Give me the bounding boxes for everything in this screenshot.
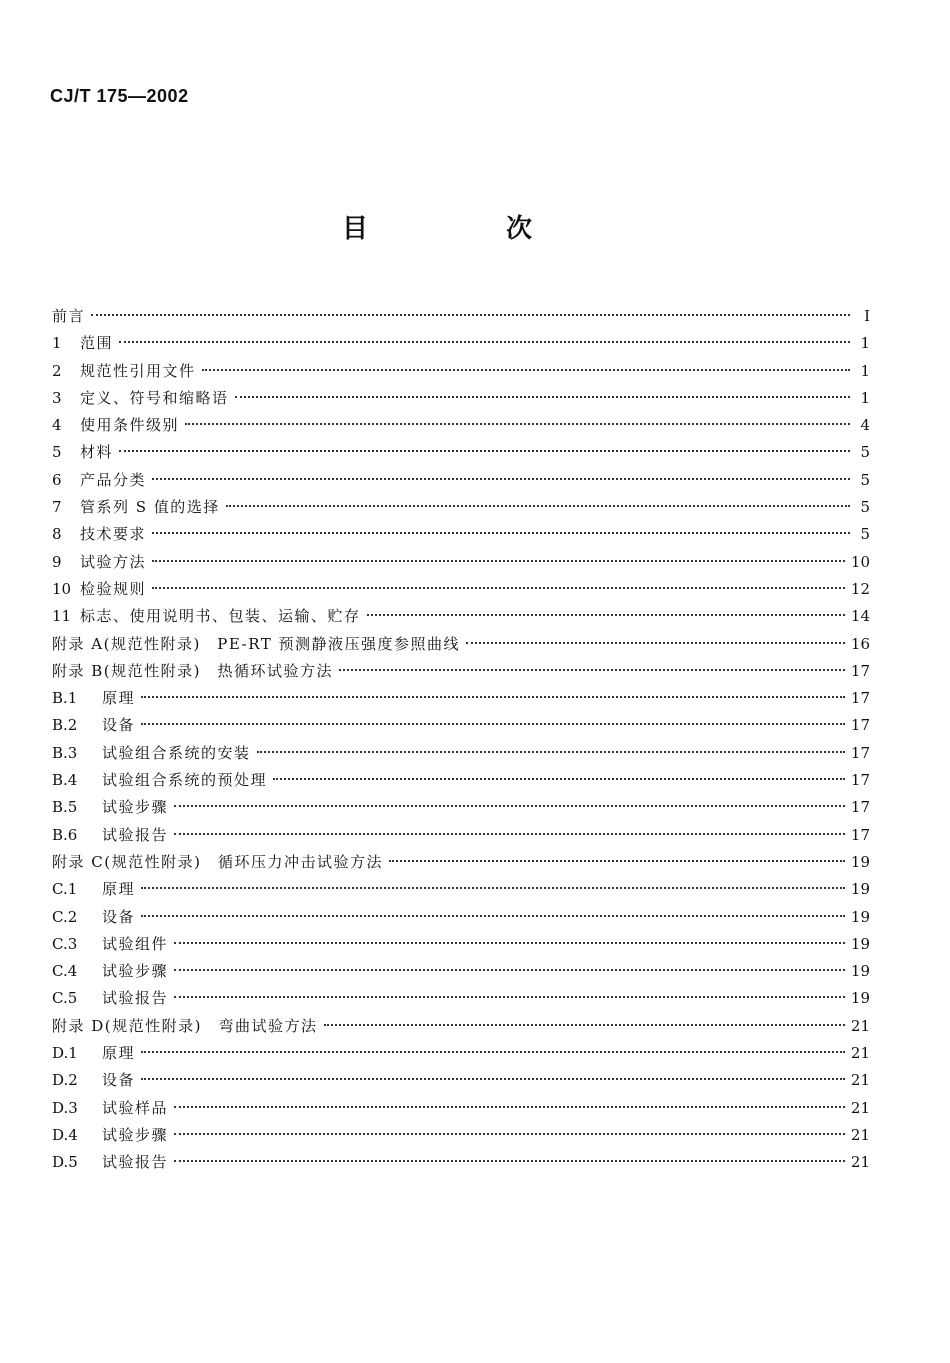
toc-entry[interactable] [52,330,870,357]
toc-entry-page: 17 [850,689,870,708]
toc-entry[interactable] [52,1149,870,1176]
toc-entry-title: 试验组合系统的安装 [102,743,251,762]
dot-leader [174,1106,845,1108]
dot-leader [152,560,845,562]
dot-leader [174,805,845,807]
dot-leader [185,423,850,425]
toc-entry[interactable] [52,712,870,739]
toc-entry-page: 21 [850,1016,870,1035]
table-of-contents [52,303,870,1177]
toc-entry-page: 19 [850,880,870,899]
toc-entry-title: 原理 [102,1044,136,1063]
toc-entry-title: 附录 D(规范性附录) 弯曲试验方法 [52,1016,318,1035]
dot-leader [389,860,845,862]
dot-leader [141,1078,845,1080]
toc-entry-page: 19 [850,934,870,953]
toc-entry-page: 21 [850,1153,870,1172]
dot-leader [466,642,845,644]
toc-entry-title: 定义、符号和缩略语 [80,388,229,407]
toc-entry[interactable] [52,631,870,658]
toc-entry-number: 5 [52,443,62,462]
toc-entry-number: B.5 [52,798,78,817]
toc-entry-number: D.3 [52,1098,78,1117]
toc-entry-number: B.4 [52,771,78,790]
toc-entry-page: 19 [850,962,870,981]
toc-entry-title: 产品分类 [80,470,147,489]
toc-entry-title: 试验报告 [102,825,169,844]
toc-entry-page: 21 [850,1071,870,1090]
page-title: 目 次 [341,214,588,244]
toc-entry-page: 5 [860,470,870,489]
toc-entry-page: 1 [860,388,870,407]
toc-entry-page: 1 [860,361,870,380]
toc-entry-number: D.5 [52,1153,78,1172]
dot-leader [119,341,850,343]
toc-entry-page: 21 [850,1125,870,1144]
toc-entry-number: C.2 [52,907,78,926]
toc-entry-number: C.5 [52,989,78,1008]
toc-entry-number: 3 [52,388,62,407]
toc-entry[interactable] [52,1067,870,1094]
toc-entry-number: B.3 [52,743,78,762]
toc-entry-title: 试验步骤 [102,962,169,981]
toc-entry-number: 2 [52,361,62,380]
toc-entry-title: 规范性引用文件 [80,361,196,380]
toc-entry[interactable] [52,685,870,712]
toc-entry-number: 1 [52,334,62,353]
toc-entry[interactable] [52,822,870,849]
toc-entry-title: 附录 A(规范性附录) PE-RT 预测静液压强度参照曲线 [52,634,460,653]
toc-entry-number: C.4 [52,962,78,981]
toc-entry-page: 17 [850,771,870,790]
dot-leader [152,478,850,480]
toc-entry[interactable] [52,958,870,985]
toc-entry-page: 1 [860,334,870,353]
toc-entry-title: 技术要求 [80,525,147,544]
toc-entry-page: 10 [850,552,870,571]
dot-leader [91,314,850,316]
dot-leader [119,450,850,452]
toc-entry-number: 8 [52,525,62,544]
toc-entry-title: 原理 [102,689,136,708]
dot-leader [273,778,845,780]
toc-entry-title: 范围 [80,334,114,353]
toc-entry-title: 试验报告 [102,1153,169,1172]
dot-leader [141,1051,845,1053]
dot-leader [174,942,845,944]
toc-entry-number: D.4 [52,1125,78,1144]
toc-entry-page: 5 [860,498,870,517]
toc-entry-title: 试验步骤 [102,798,169,817]
toc-entry[interactable] [52,412,870,439]
toc-entry-page: 17 [850,716,870,735]
toc-entry[interactable] [52,1040,870,1067]
toc-entry[interactable] [52,439,870,466]
toc-entry-number: C.1 [52,880,78,899]
toc-entry[interactable] [52,1122,870,1149]
toc-entry[interactable] [52,494,870,521]
toc-entry-page: 17 [850,825,870,844]
toc-entry-title: 材料 [80,443,114,462]
toc-entry-number: 10 [52,579,72,598]
toc-entry-page: 5 [860,443,870,462]
toc-entry-number: B.6 [52,825,78,844]
toc-entry[interactable] [52,904,870,931]
dot-leader [339,669,845,671]
dot-leader [174,833,845,835]
toc-entry-page: 5 [860,525,870,544]
toc-entry-title: 试验步骤 [102,1125,169,1144]
toc-entry[interactable] [52,794,870,821]
toc-entry-title: 使用条件级别 [80,416,180,435]
toc-entry[interactable] [52,385,870,412]
toc-entry-page: 21 [850,1044,870,1063]
toc-entry-title: 原理 [102,880,136,899]
dot-leader [174,969,845,971]
standard-number: CJ/T 175—2002 [50,86,189,106]
toc-entry-title: 设备 [102,716,136,735]
toc-entry-number: B.2 [52,716,78,735]
toc-entry-page: 17 [850,743,870,762]
toc-entry-title: 检验规则 [80,579,147,598]
toc-entry-title: 管系列 S 值的选择 [80,498,220,517]
toc-entry[interactable] [52,985,870,1012]
toc-entry-title: 试验样品 [102,1098,169,1117]
dot-leader [174,996,845,998]
dot-leader [324,1024,845,1026]
toc-entry-page: 17 [850,798,870,817]
dot-leader [141,696,845,698]
dot-leader [235,396,850,398]
dot-leader [257,751,845,753]
dot-leader [202,369,850,371]
toc-entry-page: 4 [860,416,870,435]
toc-entry-title: 试验组合系统的预处理 [102,771,268,790]
dot-leader [174,1160,845,1162]
toc-entry-number: B.1 [52,689,78,708]
toc-entry-title: 前言 [52,307,86,325]
toc-entry-title: 设备 [102,907,136,926]
toc-entry[interactable] [52,549,870,576]
toc-entry-page: 14 [850,607,870,626]
toc-entry[interactable] [52,1013,870,1040]
toc-entry[interactable] [52,740,870,767]
toc-entry-page: 21 [850,1098,870,1117]
dot-leader [226,505,850,507]
toc-entry-title: 附录 B(规范性附录) 热循环试验方法 [52,661,333,680]
toc-entry-page: 19 [850,989,870,1008]
dot-leader [141,915,845,917]
toc-entry[interactable] [52,603,870,630]
toc-entry[interactable] [52,358,870,385]
toc-entry-page: Ⅰ [864,307,870,325]
toc-entry[interactable] [52,767,870,794]
dot-leader [367,614,845,616]
toc-entry[interactable] [52,303,870,330]
toc-entry-title: 设备 [102,1071,136,1090]
toc-entry-number: 4 [52,416,62,435]
toc-entry-title: 附录 C(规范性附录) 循环压力冲击试验方法 [52,852,383,871]
toc-entry-number: 11 [52,607,72,626]
toc-entry-number: D.1 [52,1044,78,1063]
toc-entry[interactable] [52,576,870,603]
toc-entry[interactable] [52,876,870,903]
toc-entry-page: 17 [850,661,870,680]
toc-entry-page: 12 [850,579,870,598]
toc-entry-number: D.2 [52,1071,78,1090]
toc-entry[interactable] [52,849,870,876]
toc-entry[interactable] [52,1095,870,1122]
toc-entry[interactable] [52,467,870,494]
toc-entry-number: 6 [52,470,62,489]
toc-entry-page: 19 [850,907,870,926]
toc-entry[interactable] [52,931,870,958]
toc-entry-number: 7 [52,498,62,517]
toc-entry[interactable] [52,521,870,548]
toc-entry-title: 标志、使用说明书、包装、运输、贮存 [80,607,361,626]
toc-entry-page: 16 [850,634,870,653]
toc-entry-page: 19 [850,852,870,871]
dot-leader [152,532,850,534]
toc-entry-number: C.3 [52,934,78,953]
toc-entry-title: 试验报告 [102,989,169,1008]
dot-leader [141,723,845,725]
toc-entry-title: 试验方法 [80,552,147,571]
toc-entry[interactable] [52,658,870,685]
toc-entry-number: 9 [52,552,62,571]
toc-entry-title: 试验组件 [102,934,169,953]
dot-leader [174,1133,845,1135]
dot-leader [141,887,845,889]
dot-leader [152,587,845,589]
